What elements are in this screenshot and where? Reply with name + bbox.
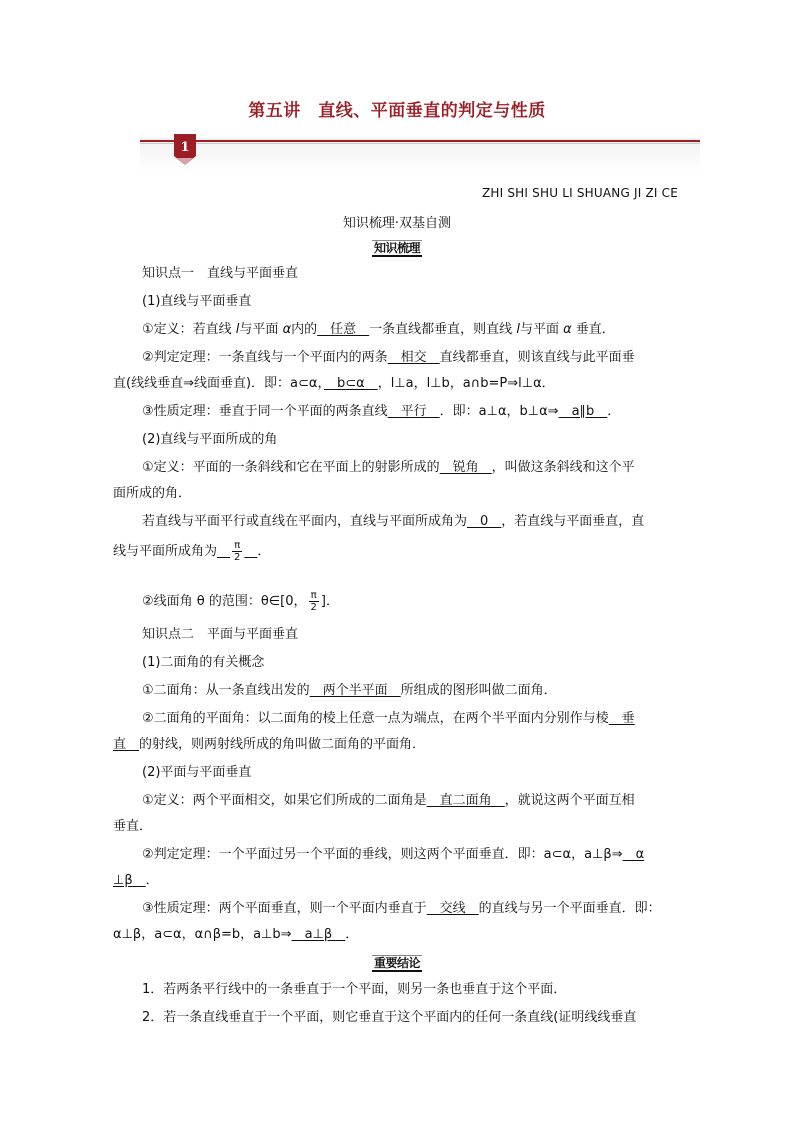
plane-perp-definition-line-1: ①定义：两个平面相交，如果它们所成的二面角是 直二面角 ，就说这两个平面互相 <box>142 793 635 808</box>
definition-line-perp: ①定义：若直线 l与平面 α内的 任意 一条直线都垂直，则直线 l与平面 α 垂直． <box>142 322 615 337</box>
dihedral-angle-line: ①二面角：从一条直线出发的 两个半平面 所组成的图形叫做二面角． <box>142 683 557 698</box>
knowledge-point-2-title: 知识点二 平面与平面垂直 <box>142 627 299 642</box>
judgement-theorem-line-1: ②判定定理：一条直线与一个平面内的两条 相交 直线都垂直，则该直线与此平面垂 <box>142 350 635 365</box>
angle-perpendicular-line: 线与平面所成角为 $\frac{\pi}{2}$ ． <box>113 540 271 563</box>
plane-property-line-1: ③性质定理：两个平面垂直，则一个平面内垂直于 交线 的直线与另一个平面垂直．即： <box>142 901 661 916</box>
answer-blank: 平行 <box>387 404 440 419</box>
answer-blank: 相交 <box>387 350 440 365</box>
answer-blank: ⊥β <box>113 873 146 888</box>
plane-angle-line-2: 直 的射线，则两射线所成的角叫做二面角的平面角． <box>113 737 426 752</box>
plane-angle-line-1: ②二面角的平面角：以二面角的棱上任意一点为端点，在两个半平面内分别作与棱 垂 <box>142 711 635 726</box>
answer-blank: 锐角 <box>439 460 492 475</box>
answer-blank: b⊂α <box>323 376 378 391</box>
pi-over-2-fraction: $\frac{\pi}{2}$ <box>310 590 317 613</box>
angle-parallel-line: 若直线与平面平行或直线在平面内，直线与平面所成角为 0 ，若直线与平面垂直，直 <box>142 514 645 529</box>
answer-blank: 交线 <box>426 901 479 916</box>
pi-over-2-fraction: $\frac{\pi}{2}$ <box>234 540 241 563</box>
section-subheading: 知识梳理·双基自测 <box>342 216 452 231</box>
page-title: 第五讲 直线、平面垂直的判定与性质 <box>248 101 546 121</box>
angle-definition-line-2: 面所成的角． <box>113 486 192 501</box>
knowledge-point-1-title: 知识点一 直线与平面垂直 <box>142 266 299 281</box>
answer-blank <box>217 540 257 563</box>
subsection-2-1: (1)二面角的有关概念 <box>142 655 265 670</box>
angle-range-line: ②线面角 θ 的范围：θ∈[0， $\frac{\pi}{2}$ ]． <box>142 590 339 613</box>
answer-blank: α <box>622 847 645 862</box>
answer-blank: a∥b <box>558 404 608 419</box>
conclusion-1: 1．若两条平行线中的一条垂直于一个平面，则另一条也垂直于这个平面． <box>142 982 567 997</box>
subsection-2-2: (2)平面与平面垂直 <box>142 765 252 780</box>
answer-blank: 两个半平面 <box>309 683 401 698</box>
judgement-theorem-line-2: 直(线线垂直⇒线面垂直)．即：a⊂α， b⊂α ，l⊥a，l⊥b，a∩b=P⇒l⊥α． <box>113 376 555 391</box>
important-conclusions-label: 重要结论 <box>373 956 420 970</box>
section-number-badge-icon <box>174 134 196 166</box>
property-theorem-line: ③性质定理：垂直于同一个平面的两条直线 平行 ．即：a⊥α，b⊥α⇒ a∥b ． <box>142 404 621 419</box>
angle-definition-line-1: ①定义：平面的一条斜线和它在平面上的射影所成的 锐角 ，叫做这条斜线和这个平 <box>142 460 635 475</box>
answer-blank: 垂 <box>608 711 635 726</box>
answer-blank: 直 <box>113 737 140 752</box>
answer-blank: a⊥β <box>291 927 346 942</box>
pinyin-heading: ZHI SHI SHU LI SHUANG JI ZI CE <box>481 186 678 200</box>
answer-blank: 任意 <box>317 322 370 337</box>
subsection-1-2: (2)直线与平面所成的角 <box>142 432 278 447</box>
section-banner <box>140 138 700 174</box>
conclusion-2: 2．若一条直线垂直于一个平面，则它垂直于这个平面内的任何一条直线(证明线线垂直 <box>142 1010 637 1025</box>
plane-judgement-line-2: ⊥β ． <box>113 873 159 888</box>
answer-blank: 直二面角 <box>426 793 505 808</box>
answer-blank: 0 <box>467 514 502 529</box>
plane-property-line-2: α⊥β，a⊂α，α∩β=b，a⊥b⇒ a⊥β ． <box>113 927 359 942</box>
svg-text:1: 1 <box>180 140 190 155</box>
knowledge-review-label: 知识梳理 <box>373 241 420 255</box>
plane-perp-definition-line-2: 垂直． <box>113 819 153 834</box>
plane-judgement-line-1: ②判定定理：一个平面过另一个平面的垂线，则这两个平面垂直．即：a⊂α，a⊥β⇒ α <box>142 847 645 862</box>
subsection-1-1: (1)直线与平面垂直 <box>142 294 252 309</box>
